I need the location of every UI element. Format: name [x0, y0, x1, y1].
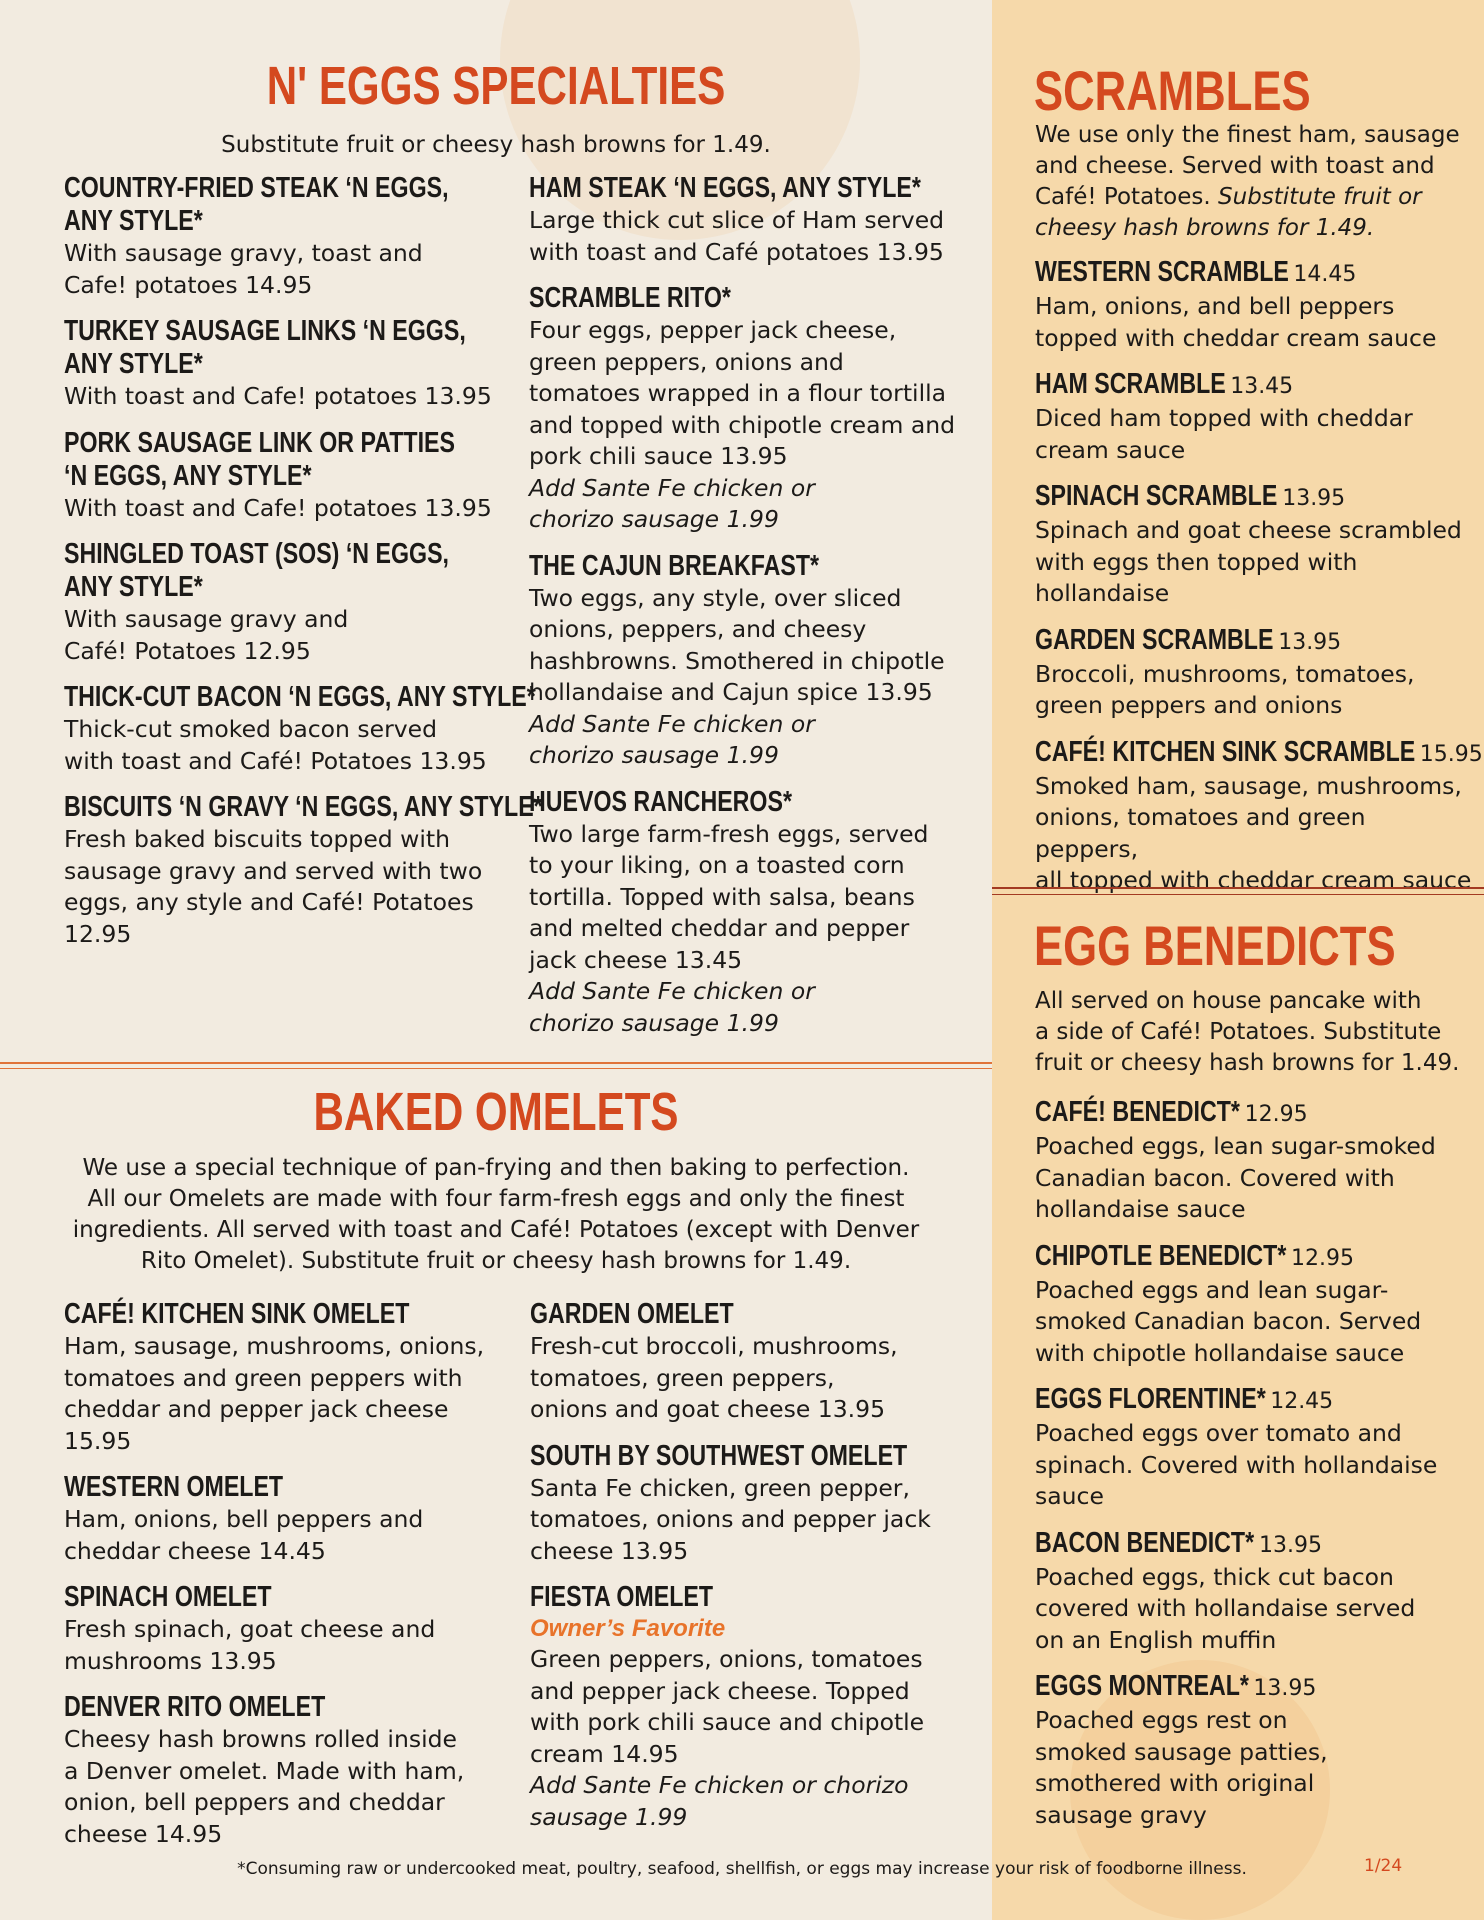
omelets-intro-line: We use a special technique of pan-frying and then baking to perfection.: [82, 1155, 910, 1181]
menu-item-description: green peppers and onions: [1035, 691, 1343, 719]
scrambles-intro-italic: Substitute fruit or: [1218, 184, 1422, 210]
menu-item-name: [64, 1471, 504, 1504]
menu-item-name: [64, 538, 504, 571]
menu-item-name-line2: ANY STYLE*: [64, 571, 203, 603]
menu-item: [64, 791, 543, 950]
menu-item: [64, 1298, 504, 1457]
menu-item-description: cheddar cheese 14.45: [64, 1536, 326, 1565]
menu-item-name: [1035, 1096, 1475, 1131]
menu-item: [1035, 256, 1475, 354]
menu-item-description: Large thick cut slice of Ham served: [529, 206, 945, 234]
menu-item-description: cream 14.95: [530, 1739, 679, 1768]
menu-item-description: Ham, onions, bell peppers and: [64, 1505, 424, 1533]
menu-item: [529, 786, 969, 1040]
scrambles-intro-line: and cheese. Served with toast and: [1035, 153, 1435, 179]
neggs-left-column: [64, 172, 543, 964]
menu-item-name: [64, 1581, 504, 1614]
menu-item: [529, 282, 969, 536]
menu-item-description: Poached eggs, lean sugar-smoked: [1035, 1132, 1436, 1160]
scrambles-intro-line: [1035, 182, 1475, 213]
menu-item-description: Poached eggs rest on: [1035, 1706, 1288, 1734]
menu-item-description: cheese 13.95: [530, 1536, 689, 1565]
omelets-right-column: [530, 1298, 970, 1847]
menu-item: [64, 1691, 504, 1850]
menu-item-description: tomatoes wrapped in a flour tortilla: [529, 379, 947, 407]
menu-item-name-text: THICK-CUT BACON ‘N EGGS, ANY STYLE*: [64, 681, 536, 713]
menu-item-description: hollandaise and Cajun spice 13.95: [529, 678, 933, 706]
menu-item-description: Two large farm-fresh eggs, served: [529, 819, 929, 848]
menu-item-description: Spinach and goat cheese scrambled: [1035, 516, 1462, 544]
menu-item-description: jack cheese 13.45: [529, 945, 743, 974]
menu-item-description: With sausage gravy, toast and: [64, 239, 423, 267]
menu-item-name: [1035, 480, 1475, 515]
menu-item-name: [1035, 1383, 1475, 1418]
menu-item-name: [529, 282, 969, 315]
menu-item-name-text: TURKEY SAUSAGE LINKS ‘N EGGS,: [64, 315, 466, 347]
menu-item-name-line2: ANY STYLE*: [64, 205, 203, 237]
menu-item-addon: chorizo sausage 1.99: [529, 505, 779, 533]
menu-item-description: Café! Potatoes 12.95: [64, 636, 311, 665]
menu-item-description: Smoked ham, sausage, mushrooms,: [1035, 771, 1462, 800]
menu-item-description: Canadian bacon. Covered with: [1035, 1163, 1395, 1192]
menu-item-description: sausage gravy and served with two: [64, 856, 483, 885]
menu-item: [1035, 735, 1484, 897]
menu-item-description: with chipotle hollandaise sauce: [1035, 1338, 1405, 1367]
menu-item-name: [1035, 624, 1475, 659]
benedicts-intro-line: a side of Café! Potatoes. Substitute: [1035, 1019, 1442, 1045]
menu-item-name: [529, 172, 969, 205]
section-divider: [0, 1068, 992, 1069]
scrambles-intro-line: We use only the finest ham, sausage: [1035, 122, 1460, 148]
menu-item-description: Ham, onions, and bell peppers: [1035, 292, 1395, 320]
omelets-intro-line: Rito Omelet). Substitute fruit or cheesy hash browns for 1.49.: [140, 1248, 852, 1274]
menu-item-name-line2: ANY STYLE*: [64, 348, 203, 380]
menu-item-description: and pepper jack cheese. Topped: [530, 1676, 910, 1705]
section-divider: [992, 894, 1484, 895]
omelets-title: BAKED OMELETS: [313, 1082, 679, 1142]
menu-item-name: [1035, 368, 1475, 403]
menu-item-name-text: COUNTRY-FRIED STEAK ‘N EGGS,: [64, 172, 449, 204]
menu-item-description: Green peppers, onions, tomatoes: [530, 1645, 923, 1673]
menu-item-description: to your liking, on a toasted corn: [529, 851, 905, 879]
menu-item-name-text: HAM STEAK ‘N EGGS, ANY STYLE*: [529, 172, 921, 204]
menu-item-description: Four eggs, pepper jack cheese,: [529, 316, 897, 344]
menu-item-name: [1035, 256, 1475, 291]
menu-item: [64, 1471, 504, 1567]
menu-item-name: [1035, 1527, 1475, 1562]
menu-item: [529, 550, 969, 772]
benedicts-title: EGG BENEDICTS: [1034, 914, 1396, 977]
menu-item-price: 14.45: [1293, 262, 1357, 287]
benedicts-intro: [1035, 986, 1475, 1079]
menu-item: [530, 1581, 970, 1833]
menu-item-name: [1035, 1670, 1475, 1705]
menu-item-name: [1035, 735, 1484, 771]
menu-item: [64, 681, 536, 777]
menu-item-description: Thick-cut smoked bacon served: [64, 715, 438, 743]
menu-item-description: hollandaise sauce: [1035, 1195, 1246, 1223]
section-divider: [992, 887, 1484, 889]
menu-item-name-text: DENVER RITO OMELET: [64, 1691, 326, 1723]
menu-item-description: Cheesy hash browns rolled inside: [64, 1725, 458, 1753]
menu-item-description: 15.95: [64, 1426, 132, 1455]
menu-item-description: With toast and Cafe! potatoes 13.95: [64, 382, 492, 410]
menu-item-description: pork chili sauce 13.95: [529, 442, 788, 470]
menu-item-name-text: GARDEN SCRAMBLE: [1035, 623, 1274, 656]
menu-item-description: Poached eggs, thick cut bacon: [1035, 1562, 1394, 1591]
menu-item-price: 12.95: [1244, 1102, 1308, 1127]
menu-item-description: onion, bell peppers and cheddar: [64, 1788, 445, 1816]
menu-item-description: eggs, any style and Café! Potatoes: [64, 888, 474, 916]
menu-item-description: hollandaise: [1035, 579, 1170, 607]
omelets-intro: [0, 1153, 992, 1277]
menu-item-name-text: FIESTA OMELET: [530, 1581, 714, 1613]
neggs-right-column: [529, 172, 969, 1053]
menu-item-description: Poached eggs and lean sugar-: [1035, 1275, 1389, 1304]
menu-item-name: [529, 786, 969, 819]
menu-item-name-text: EGGS FLORENTINE*: [1035, 1383, 1266, 1415]
menu-item-name-text: SPINACH OMELET: [64, 1581, 272, 1613]
menu-item-description: green peppers, onions and: [529, 347, 844, 376]
menu-item-description: sausage gravy: [1035, 1800, 1207, 1829]
menu-item-price: 15.95: [1420, 741, 1484, 767]
menu-item-name: [530, 1298, 970, 1331]
menu-item-description: cheese 14.95: [64, 1819, 223, 1848]
menu-item-description: smothered with original: [1035, 1769, 1315, 1797]
menu-item: [1035, 368, 1475, 466]
menu-item-name: [1035, 1240, 1475, 1275]
menu-item-description: tomatoes, green peppers,: [530, 1363, 835, 1392]
menu-item: [529, 172, 969, 268]
menu-item-description: spinach. Covered with hollandaise: [1035, 1450, 1438, 1479]
neggs-intro: Substitute fruit or cheesy hash browns for 1.49.: [221, 132, 771, 158]
menu-item-description: tomatoes and green peppers with: [64, 1363, 463, 1392]
menu-item-addon: Add Sante Fe chicken or chorizo: [530, 1771, 909, 1799]
menu-item-price: 13.95: [1282, 486, 1346, 511]
menu-item-name-text: SHINGLED TOAST (SOS) ‘N EGGS,: [64, 538, 449, 570]
omelets-intro-line: ingredients. All served with toast and Café! Potatoes (except with Denver: [72, 1217, 920, 1243]
menu-item-name-text: CAFÉ! KITCHEN SINK OMELET: [64, 1298, 410, 1330]
menu-item-description: Santa Fe chicken, green pepper,: [530, 1473, 910, 1502]
menu-item: [64, 1581, 504, 1677]
menu-item-name-text: GARDEN OMELET: [530, 1298, 734, 1330]
neggs-title: N' EGGS SPECIALTIES: [266, 56, 726, 116]
menu-item-description: onions, peppers, and cheesy: [529, 615, 867, 643]
menu-item-description: and topped with chipotle cream and: [529, 410, 956, 439]
menu-item-addon: Add Sante Fe chicken or: [529, 473, 815, 502]
menu-item-description: tomatoes, onions and pepper jack: [530, 1505, 931, 1533]
menu-item: [64, 315, 504, 413]
menu-item-name-text: THE CAJUN BREAKFAST*: [529, 549, 820, 582]
menu-item-price: 12.95: [1291, 1245, 1355, 1271]
scrambles-list: [1035, 256, 1484, 911]
menu-item-description: Diced ham topped with cheddar: [1035, 404, 1413, 432]
menu-item-addon: sausage 1.99: [530, 1802, 688, 1831]
menu-item-name-text: CHIPOTLE BENEDICT*: [1035, 1239, 1287, 1272]
section-divider: [0, 1062, 992, 1064]
menu-item-name-text: BACON BENEDICT*: [1035, 1526, 1255, 1559]
menu-item-name: [64, 172, 504, 205]
menu-item-description: with eggs then topped with: [1035, 547, 1358, 576]
menu-item-name-text: SPINACH SCRAMBLE: [1035, 480, 1278, 512]
menu-item-name-text: BISCUITS ‘N GRAVY ‘N EGGS, ANY STYLE*: [64, 791, 543, 823]
menu-item-name: [64, 427, 504, 460]
menu-item-description: with pork chili sauce and chipotle: [530, 1708, 925, 1736]
menu-item-description: with toast and Café potatoes 13.95: [529, 237, 944, 266]
menu-item-description: and melted cheddar and pepper: [529, 914, 910, 942]
menu-item-description: on an English muffin: [1035, 1625, 1277, 1654]
menu-item: [1035, 624, 1475, 722]
scrambles-intro: [1035, 120, 1475, 244]
menu-item-description: hashbrowns. Smothered in chipotle: [529, 646, 945, 675]
menu-item-description: 12.95: [64, 919, 132, 948]
menu-item-description: cheddar and pepper jack cheese: [64, 1395, 449, 1423]
scrambles-title: SCRAMBLES: [1034, 59, 1311, 122]
menu-item-description: Fresh spinach, goat cheese and: [64, 1615, 436, 1643]
menu-item-name-text: HUEVOS RANCHEROS*: [529, 785, 792, 818]
page-number: 1/24: [1364, 1856, 1403, 1876]
menu-item: [1035, 1383, 1475, 1513]
menu-item-name-text: PORK SAUSAGE LINK OR PATTIES: [64, 426, 455, 459]
menu-item-description: with toast and Café! Potatoes 13.95: [64, 746, 487, 775]
menu-item-name-line2: ‘N EGGS, ANY STYLE*: [64, 459, 312, 492]
menu-item-description: Fresh baked biscuits topped with: [64, 825, 451, 853]
menu-item: [64, 427, 504, 525]
menu-item-description: sauce: [1035, 1482, 1104, 1510]
menu-item-addon: Add Sante Fe chicken or: [529, 709, 815, 738]
menu-item: [1035, 1240, 1475, 1370]
menu-item-addon: Add Sante Fe chicken or: [529, 977, 815, 1005]
benedicts-list: [1035, 1096, 1475, 1845]
menu-item: [1035, 1527, 1475, 1657]
menu-item-addon: chorizo sausage 1.99: [529, 1008, 779, 1037]
menu-item-name: [64, 1691, 504, 1724]
menu-item-price: 13.95: [1258, 1532, 1322, 1558]
menu-item-name: [64, 1298, 504, 1331]
benedicts-intro-line: All served on house pancake with: [1035, 988, 1422, 1014]
menu-item: [530, 1440, 970, 1568]
menu-item-name-text: WESTERN OMELET: [64, 1471, 284, 1503]
menu-item-name-text: SOUTH BY SOUTHWEST OMELET: [530, 1439, 908, 1472]
menu-item-name: [64, 681, 536, 714]
footnote: *Consuming raw or undercooked meat, poultry, seafood, shellfish, or eggs may increase your risk of foodborne illness.: [237, 1859, 1247, 1879]
menu-item-description: Broccoli, mushrooms, tomatoes,: [1035, 659, 1415, 688]
menu-item-description: mushrooms 13.95: [64, 1646, 277, 1675]
menu-item-addon: chorizo sausage 1.99: [529, 741, 779, 769]
menu-item-name-text: CAFÉ! BENEDICT*: [1035, 1096, 1240, 1128]
menu-item-price: 13.95: [1253, 1676, 1317, 1701]
menu-item-name: [529, 550, 969, 583]
menu-item: [64, 538, 504, 667]
menu-item: [1035, 1670, 1475, 1831]
menu-item-description: all topped with cheddar cream sauce: [1035, 866, 1472, 894]
menu-item-description: a Denver omelet. Made with ham,: [64, 1756, 465, 1785]
menu-item-price: 13.45: [1230, 374, 1294, 399]
omelets-left-column: [64, 1298, 504, 1864]
menu-item-name-text: WESTERN SCRAMBLE: [1035, 256, 1289, 288]
menu-item-description: Ham, sausage, mushrooms, onions,: [64, 1332, 485, 1360]
menu-item-description: Fresh-cut broccoli, mushrooms,: [530, 1332, 898, 1360]
menu-item-name: [64, 315, 504, 348]
menu-item-description: onions, tomatoes and green peppers,: [1035, 803, 1366, 863]
menu-item-name-text: SCRAMBLE RITO*: [529, 282, 731, 314]
benedicts-intro-line: fruit or cheesy hash browns for 1.49.: [1035, 1050, 1460, 1076]
menu-item-description: onions and goat cheese 13.95: [530, 1395, 886, 1423]
menu-item-description: tortilla. Topped with salsa, beans: [529, 882, 915, 911]
menu-item-name-text: HAM SCRAMBLE: [1035, 368, 1226, 400]
menu-item-price: 12.45: [1270, 1389, 1334, 1414]
menu-item-description: Two eggs, any style, over sliced: [529, 583, 902, 612]
menu-item-description: covered with hollandaise served: [1035, 1594, 1416, 1622]
scrambles-intro-text: Café! Potatoes.: [1035, 184, 1219, 210]
menu-item-description: With sausage gravy and: [64, 605, 349, 633]
scrambles-intro-italic: cheesy hash browns for 1.49.: [1035, 215, 1375, 241]
menu-item-description: smoked Canadian bacon. Served: [1035, 1307, 1422, 1335]
menu-item-description: With toast and Cafe! potatoes 13.95: [64, 493, 492, 522]
menu-item-name: [530, 1440, 970, 1473]
favorite-badge: Owner’s Favorite: [530, 1615, 726, 1642]
menu-item-description: smoked sausage patties,: [1035, 1737, 1328, 1766]
menu-item-description: Poached eggs over tomato and: [1035, 1419, 1402, 1447]
menu-item: [1035, 1096, 1475, 1226]
menu-item-price: 13.95: [1278, 629, 1342, 655]
menu-item-name-text: EGGS MONTREAL*: [1035, 1670, 1249, 1702]
menu-item-name: [530, 1581, 970, 1614]
menu-item-name: [64, 791, 543, 824]
menu-item-name-text: CAFÉ! KITCHEN SINK SCRAMBLE: [1035, 735, 1416, 768]
menu-item-description: cream sauce: [1035, 435, 1186, 464]
menu-item: [530, 1298, 970, 1426]
menu-item-description: topped with cheddar cream sauce: [1035, 323, 1437, 352]
omelets-intro-line: All our Omelets are made with four farm-fresh eggs and only the finest: [87, 1186, 905, 1212]
menu-item: [1035, 480, 1475, 610]
menu-item-description: Cafe! potatoes 14.95: [64, 270, 313, 299]
menu-item: [64, 172, 504, 301]
